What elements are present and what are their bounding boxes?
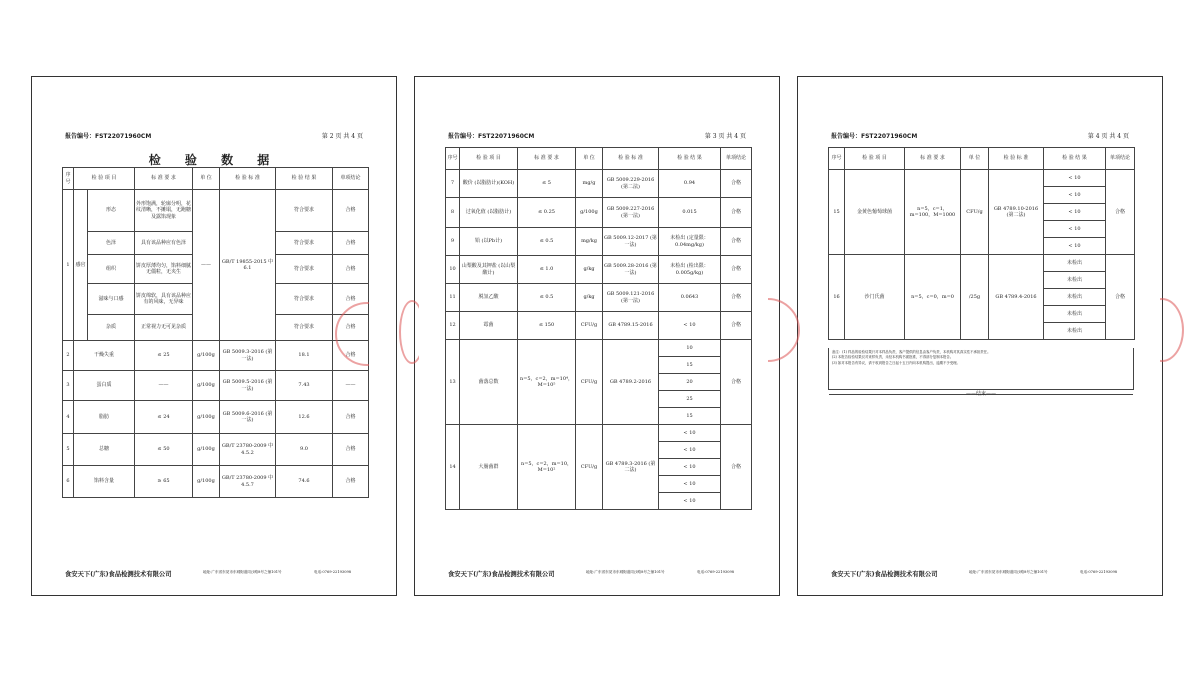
header-seq: 序号 bbox=[446, 148, 460, 170]
company-address: 地址:广东省东莞市东城街道同沙路8号之铺101号 bbox=[586, 570, 665, 574]
report-page-3 bbox=[414, 76, 780, 596]
page-number: 第 4 页 共 4 页 bbox=[1087, 133, 1129, 140]
table-row: 12 霉菌 ≤ 150 CFU/g GB 4789.15-2016 < 10 合格 bbox=[446, 312, 752, 340]
page-footer bbox=[65, 569, 363, 579]
header-conclusion: 单项结论 bbox=[333, 168, 369, 190]
header-item: 检 验 项 目 bbox=[460, 148, 518, 170]
table-row: 9 铅 (以Pb计) ≤ 0.5 mg/kg GB 5009.12-2017 (第一法) 未检出 (定量限：0.04mg/kg) 合格 bbox=[446, 228, 752, 256]
page-header bbox=[448, 131, 746, 141]
table-row: 1 感官 形态 外形饱满，轮廓分明，花纹清晰，不摊塌，无跑糖及露馅现象 —— GB/T 19855-2015 中 6.1 符合要求 合格 bbox=[63, 190, 369, 232]
report-number: 报告编号：FST22071960CM bbox=[65, 133, 152, 140]
header-result: 检 验 结 果 bbox=[659, 148, 721, 170]
header-seq: 序号 bbox=[63, 168, 74, 190]
table-header-row bbox=[446, 148, 752, 170]
header-result: 检 验 结 果 bbox=[276, 168, 333, 190]
table-row: 8 过氧化值 (以脂肪计) ≤ 0.25 g/100g GB 5009.227-2016 (第一法) 0.015 合格 bbox=[446, 198, 752, 228]
page-number: 第 3 页 共 4 页 bbox=[704, 133, 746, 140]
table-row: 7 酸价 (以脂肪计)(KOH) ≤ 5 mg/g GB 5009.229-2016 (第二法) 0.94 合格 bbox=[446, 170, 752, 198]
company-name: 食安天下(广东)食品检测技术有限公司 bbox=[448, 571, 555, 578]
table-row: 16 沙门氏菌 n=5，c=0，m=0 /25g GB 4789.4-2016 未检出 合格 bbox=[829, 255, 1135, 272]
table-row: 5 总糖 ≤ 50 g/100g GB/T 23780-2009 中 4.5.2 9.0 合格 bbox=[63, 434, 369, 466]
table-header-row bbox=[829, 148, 1135, 170]
header-standard: 标 准 要 求 bbox=[135, 168, 193, 190]
page-title: 检 验 数 据 bbox=[148, 153, 280, 167]
table-row: 13 菌落总数 n=5，c=2，m=10⁴，M=10⁵ CFU/g GB 4789.2-2016 10 合格 bbox=[446, 340, 752, 357]
inspection-table bbox=[62, 167, 369, 498]
header-standard: 标 准 要 求 bbox=[518, 148, 576, 170]
table-row: 6 馅料含量 ≥ 65 g/100g GB/T 23780-2009 中 4.5.7 74.6 合格 bbox=[63, 466, 369, 498]
page-header bbox=[65, 131, 363, 141]
header-unit: 单 位 bbox=[193, 168, 220, 190]
table-row: 组织 饼皮厚薄均匀，馅料细腻无僵粒，无夹生 符合要求 合格 bbox=[63, 255, 369, 284]
table-row: 杂质 正常视力无可见杂质 符合要求 合格 bbox=[63, 315, 369, 341]
company-phone: 电话:0769-22193098 bbox=[1080, 570, 1118, 574]
table-row: 11 脱氢乙酸 ≤ 0.5 g/kg GB 5009.121-2016 (第一法) 0.0643 合格 bbox=[446, 284, 752, 312]
header-method: 检 验 标 准 bbox=[220, 168, 276, 190]
inspection-table: 序号 检 验 项 目 标 准 要 求 单 位 检 验 标 准 检 验 结 果 单项结论 15 金黄色葡萄球菌 n=5，c=1，m=100，M=1000 CFU/g GB 4789.10-2016 (第二法) < 10 合格 < 10 < 10 < 10 < 10 16 沙门氏菌 n=5，c=0，m=0 /25g GB 4789.4-2016 未检出 合格 未检出 未检出 未检出 未检出 bbox=[828, 147, 1135, 340]
table-row: 14 大肠菌群 n=5，c=2，m=10，M=10² CFU/g GB 4789.3-2016 (第二法) < 10 合格 bbox=[446, 425, 752, 442]
header-standard: 标 准 要 求 bbox=[905, 148, 961, 170]
page-footer bbox=[831, 569, 1129, 579]
header-unit: 单 位 bbox=[576, 148, 603, 170]
company-address: 地址:广东省东莞市东城街道同沙路8号之铺101号 bbox=[203, 570, 282, 574]
table-row: 4 脂肪 ≤ 24 g/100g GB 5009.6-2016 (第一法) 12.6 合格 bbox=[63, 401, 369, 434]
header-conclusion: 单项结论 bbox=[721, 148, 752, 170]
header-conclusion: 单项结论 bbox=[1106, 148, 1135, 170]
company-address: 地址:广东省东莞市东城街道同沙路8号之铺101号 bbox=[969, 570, 1048, 574]
header-seq: 序号 bbox=[829, 148, 845, 170]
note-line: (3) 如对本报告有异议，请于收到报告之日起十五日内向本机构提出，逾期不予受理。 bbox=[832, 360, 960, 365]
note-line: (2) 本报告检验结果仅对来样负责，未经本机构书面批准，不得部分复制本报告。 bbox=[832, 355, 954, 360]
inspection-table: 序号 检 验 项 目 标 准 要 求 单 位 检 验 标 准 检 验 结 果 单项结论 7 酸价 (以脂肪计)(KOH) ≤ 5 mg/g GB 5009.229-2016 (第二法) 0.94 合格 8 过氧化值 (以脂肪计) ≤ 0.25 g/100g GB 5009.227-2016 (第一法) 0.015 合格 9 铅 (以Pb计) ≤ 0.5 mg/kg GB 5009.12-2017 (第一法) 未检出 (定量限：0.04mg/kg) 合格 10 山梨酸及其钾盐 (以山梨酸计) ≤ 1.0 g/kg GB 5009.28-2016 (第一法) 未检出 (检出限：0.005g/kg) 合格 11 脱氢乙酸 ≤ 0.5 g/kg GB 5009.121-2016 (第一法) 0.0643 合格 12 霉菌 ≤ 150 CFU/g GB 4789.15-2016 < 10 合格 13 菌落总数 n=5，c=2，m=10⁴，M=10⁵ CFU/g GB 4789.2-2016 10 合格 15 20 25 15 14 大肠菌群 n=5，c=2，m=10，M=10² CFU/g GB 4789.3-2016 (第二法) < 10 合格 < 10 < 10 < 10 < 10 bbox=[445, 147, 752, 510]
header-result: 检 验 结 果 bbox=[1044, 148, 1106, 170]
company-phone: 电话:0769-22193098 bbox=[314, 570, 352, 574]
table-row: 3 蛋白质 —— g/100g GB 5009.5-2016 (第一法) 7.43 —— bbox=[63, 371, 369, 401]
report-number: 报告编号：FST22071960CM bbox=[831, 133, 918, 140]
company-name: 食安天下(广东)食品检测技术有限公司 bbox=[65, 571, 172, 578]
company-phone: 电话:0769-22193098 bbox=[697, 570, 735, 574]
page-footer bbox=[448, 569, 746, 579]
header-method: 检 验 标 准 bbox=[603, 148, 659, 170]
page-header bbox=[831, 131, 1129, 141]
report-number: 报告编号：FST22071960CM bbox=[448, 133, 535, 140]
report-page-4 bbox=[797, 76, 1163, 596]
table-row: 15 金黄色葡萄球菌 n=5，c=1，m=100，M=1000 CFU/g GB 4789.10-2016 (第二法) < 10 合格 bbox=[829, 170, 1135, 187]
page-number: 第 2 页 共 4 页 bbox=[321, 133, 363, 140]
report-notes bbox=[828, 348, 1134, 397]
header-method: 检 验 标 准 bbox=[989, 148, 1044, 170]
header-item: 检 验 项 目 bbox=[74, 168, 135, 190]
end-mark: ——结束—— bbox=[965, 391, 996, 397]
table-row: 色泽 具有该品种应有色泽 符合要求 合格 bbox=[63, 232, 369, 255]
table-row: 10 山梨酸及其钾盐 (以山梨酸计) ≤ 1.0 g/kg GB 5009.28-2016 (第一法) 未检出 (检出限：0.005g/kg) 合格 bbox=[446, 256, 752, 284]
note-line: 备注：(1) 样品的检验结果只对本样品负责，客户提供的信息由客户负责，本机构对其真实性不承担责任。 bbox=[832, 350, 991, 354]
company-name: 食安天下(广东)食品检测技术有限公司 bbox=[831, 571, 938, 578]
header-unit: 单 位 bbox=[961, 148, 989, 170]
table-row: 滋味与口感 饼皮绵软，具有该品种应有的风味，无异味 符合要求 合格 bbox=[63, 284, 369, 315]
table-header-row bbox=[63, 168, 369, 190]
header-item: 检 验 项 目 bbox=[845, 148, 905, 170]
table-row: 2 干燥失重 ≤ 25 g/100g GB 5009.3-2016 (第一法) 18.1 合格 bbox=[63, 341, 369, 371]
